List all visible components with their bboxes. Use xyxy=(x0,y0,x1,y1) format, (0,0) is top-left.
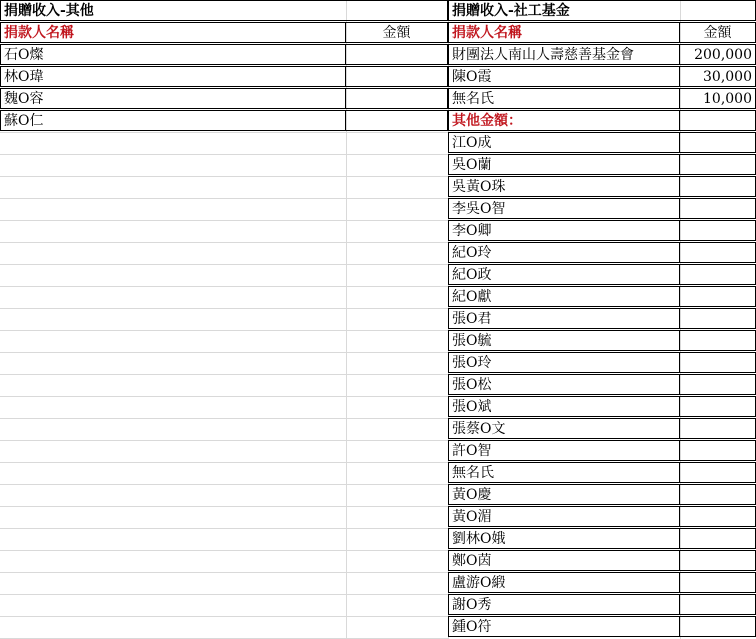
gridline-horizontal xyxy=(0,242,448,243)
right-other-row-name: 李O卿 xyxy=(448,220,680,241)
right-other-row-amount xyxy=(679,462,756,483)
right-other-row-name: 紀O政 xyxy=(448,264,680,285)
left-row-amount xyxy=(345,66,448,87)
gridline-horizontal xyxy=(0,550,448,551)
gridline-horizontal xyxy=(0,418,448,419)
right-other-row-amount xyxy=(679,220,756,241)
right-other-row-name: 劉林O娥 xyxy=(448,528,680,549)
right-row-amount: 200,000 xyxy=(679,44,756,65)
gridline-horizontal xyxy=(0,132,448,133)
right-other-row-amount xyxy=(679,440,756,461)
right-other-row-amount xyxy=(679,154,756,175)
left-row-amount xyxy=(345,44,448,65)
right-other-row-amount xyxy=(679,308,756,329)
right-row-name: 無名氏 xyxy=(448,88,680,109)
right-other-row-amount xyxy=(679,616,756,637)
right-other-row-name: 許O智 xyxy=(448,440,680,461)
right-other-row-amount xyxy=(679,176,756,197)
right-other-row-name: 鄭O茵 xyxy=(448,550,680,571)
right-other-row-amount xyxy=(679,528,756,549)
other-amount-label: 其他金額： xyxy=(448,110,680,131)
gridline-horizontal xyxy=(0,286,448,287)
right-row-name: 財團法人南山人壽慈善基金會 xyxy=(448,44,680,65)
left-row-name: 蘇O仁 xyxy=(0,110,346,131)
right-other-row-amount xyxy=(679,506,756,527)
right-other-row-name: 吳O蘭 xyxy=(448,154,680,175)
right-other-row-amount xyxy=(679,572,756,593)
right-row-amount: 10,000 xyxy=(679,88,756,109)
right-other-row-name: 張O玲 xyxy=(448,352,680,373)
left-row-name: 林O瑋 xyxy=(0,66,346,87)
right-other-row-amount xyxy=(679,286,756,307)
right-title: 捐贈收入-社工基金 xyxy=(448,0,756,21)
right-other-row-name: 張蔡O文 xyxy=(448,418,680,439)
right-other-row-name: 張O毓 xyxy=(448,330,680,351)
other-amount-cell xyxy=(679,110,756,131)
right-other-row-name: 無名氏 xyxy=(448,462,680,483)
gridline-horizontal xyxy=(0,440,448,441)
right-other-row-name: 張O斌 xyxy=(448,396,680,417)
right-other-row-amount xyxy=(679,484,756,505)
gridline-horizontal xyxy=(0,352,448,353)
gridline-horizontal xyxy=(0,396,448,397)
left-header-amount: 金額 xyxy=(345,22,448,43)
gridline-horizontal xyxy=(0,594,448,595)
left-title: 捐贈收入-其他 xyxy=(0,0,448,21)
right-other-row-amount xyxy=(679,374,756,395)
gridline-horizontal xyxy=(0,572,448,573)
right-row-name: 陳O霞 xyxy=(448,66,680,87)
gridline-horizontal xyxy=(0,176,448,177)
right-other-row-amount xyxy=(679,418,756,439)
gridline-horizontal xyxy=(0,330,448,331)
right-other-row-amount xyxy=(679,594,756,615)
gridline-horizontal xyxy=(0,528,448,529)
right-other-row-name: 江O成 xyxy=(448,132,680,153)
right-other-row-name: 張O君 xyxy=(448,308,680,329)
right-other-row-name: 鍾O符 xyxy=(448,616,680,637)
gridline-horizontal xyxy=(0,198,448,199)
gridline-horizontal xyxy=(0,462,448,463)
right-other-row-name: 李吳O智 xyxy=(448,198,680,219)
left-row-name: 石O燦 xyxy=(0,44,346,65)
right-other-row-amount xyxy=(679,550,756,571)
right-other-row-amount xyxy=(679,242,756,263)
right-other-row-name: 黃O慶 xyxy=(448,484,680,505)
right-other-row-amount xyxy=(679,264,756,285)
left-header-name: 捐款人名稱 xyxy=(0,22,346,43)
left-row-name: 魏O容 xyxy=(0,88,346,109)
gridline-horizontal xyxy=(0,308,448,309)
gridline-horizontal xyxy=(0,506,448,507)
gridline-horizontal xyxy=(0,374,448,375)
gridline-horizontal xyxy=(0,616,448,617)
right-other-row-name: 謝O秀 xyxy=(448,594,680,615)
right-other-row-name: 吳黃O珠 xyxy=(448,176,680,197)
gridline-horizontal xyxy=(0,484,448,485)
right-other-row-amount xyxy=(679,396,756,417)
right-other-row-name: 紀O獻 xyxy=(448,286,680,307)
gridline-horizontal xyxy=(0,220,448,221)
right-header-amount: 金額 xyxy=(679,22,756,43)
right-row-amount: 30,000 xyxy=(679,66,756,87)
right-other-row-amount xyxy=(679,198,756,219)
right-other-row-amount xyxy=(679,352,756,373)
left-row-amount xyxy=(345,110,448,131)
right-other-row-amount xyxy=(679,132,756,153)
gridline-horizontal xyxy=(0,264,448,265)
right-other-row-name: 盧游O緞 xyxy=(448,572,680,593)
right-header-name: 捐款人名稱 xyxy=(448,22,680,43)
right-other-row-name: 張O松 xyxy=(448,374,680,395)
right-other-row-name: 紀O玲 xyxy=(448,242,680,263)
right-other-row-name: 黃O湄 xyxy=(448,506,680,527)
gridline-horizontal xyxy=(0,154,448,155)
right-other-row-amount xyxy=(679,330,756,351)
left-row-amount xyxy=(345,88,448,109)
